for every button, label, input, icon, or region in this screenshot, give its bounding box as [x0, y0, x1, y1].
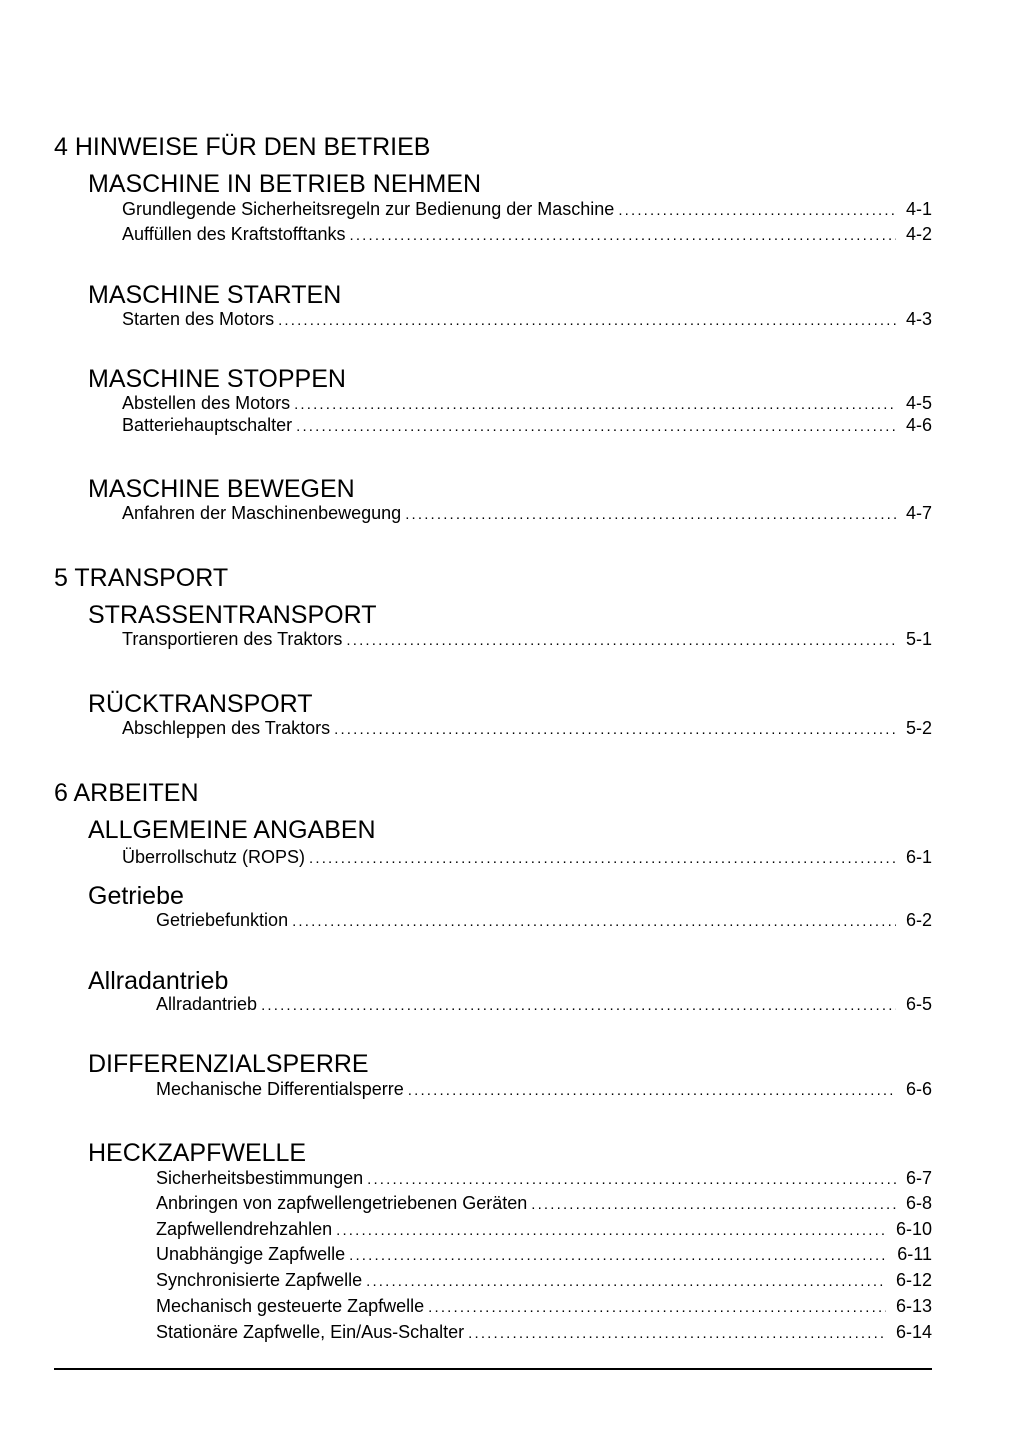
- toc-entry-text: Grundlegende Sicherheitsregeln zur Bedienung der Maschine: [122, 199, 615, 219]
- toc-entry-page: 5-1: [905, 629, 932, 649]
- chapter-5-title: 5 TRANSPORT: [54, 564, 229, 592]
- toc-entry-text: Mechanisch gesteuerte Zapfwelle: [156, 1296, 425, 1316]
- toc-entry-page: 6-6: [905, 1079, 932, 1099]
- section-maschine-in-betrieb-nehmen: MASCHINE IN BETRIEB NEHMEN: [88, 170, 482, 198]
- toc-entry[interactable]: [122, 502, 932, 526]
- toc-entry[interactable]: [156, 1295, 932, 1319]
- dot-leader: [531, 1194, 896, 1216]
- toc-entry[interactable]: [122, 392, 932, 416]
- section-allradantrieb: Allradantrieb: [88, 967, 229, 995]
- toc-entry[interactable]: [122, 308, 932, 332]
- dot-leader: [349, 1245, 887, 1267]
- toc-entry-page: 6-10: [895, 1219, 932, 1239]
- toc-entry[interactable]: [156, 1167, 932, 1191]
- dot-leader: [261, 995, 896, 1017]
- toc-entry[interactable]: [156, 909, 932, 933]
- toc-entry-text: Zapfwellendrehzahlen: [156, 1219, 333, 1239]
- toc-entry-page: 5-2: [905, 718, 932, 738]
- toc-entry[interactable]: [122, 223, 932, 247]
- toc-entry-text: Batteriehauptschalter: [122, 415, 293, 435]
- toc-entry-text: Getriebefunktion: [156, 910, 289, 930]
- toc-entry-page: 4-7: [905, 503, 932, 523]
- toc-entry-page: 6-1: [905, 847, 932, 867]
- toc-entry-text: Anbringen von zapfwellengetriebenen Geräten: [156, 1193, 528, 1213]
- toc-entry-page: 6-13: [895, 1296, 932, 1316]
- toc-entry-page: 6-12: [895, 1270, 932, 1290]
- dot-leader: [334, 719, 896, 741]
- section-ruecktransport: RÜCKTRANSPORT: [88, 690, 313, 718]
- toc-entry-page: 4-5: [905, 393, 932, 413]
- toc-entry-text: Starten des Motors: [122, 309, 275, 329]
- toc-entry-text: Sicherheitsbestimmungen: [156, 1168, 364, 1188]
- toc-entry[interactable]: [156, 1321, 932, 1345]
- dot-leader: [405, 504, 896, 526]
- dot-leader: [366, 1271, 886, 1293]
- dot-leader: [292, 911, 896, 933]
- toc-entry-text: Stationäre Zapfwelle, Ein/Aus-Schalter: [156, 1322, 465, 1342]
- section-maschine-stoppen: MASCHINE STOPPEN: [88, 365, 346, 393]
- dot-leader: [618, 200, 896, 222]
- toc-entry-text: Abschleppen des Traktors: [122, 718, 331, 738]
- toc-entry[interactable]: [156, 1243, 932, 1267]
- toc-entry-text: Transportieren des Traktors: [122, 629, 343, 649]
- chapter-6-title: 6 ARBEITEN: [54, 779, 199, 807]
- dot-leader: [309, 848, 896, 870]
- toc-entry-page: 4-1: [905, 199, 932, 219]
- section-maschine-bewegen: MASCHINE BEWEGEN: [88, 475, 355, 503]
- toc-entry-text: Synchronisierte Zapfwelle: [156, 1270, 363, 1290]
- toc-entry-page: 4-6: [905, 415, 932, 435]
- toc-entry-text: Abstellen des Motors: [122, 393, 291, 413]
- toc-entry-text: Überrollschutz (ROPS): [122, 847, 306, 867]
- toc-entry[interactable]: [156, 1269, 932, 1293]
- dot-leader: [346, 630, 896, 652]
- dot-leader: [294, 394, 896, 416]
- toc-entry[interactable]: [156, 1192, 932, 1216]
- section-heckzapfwelle: HECKZAPFWELLE: [88, 1139, 307, 1167]
- section-getriebe: Getriebe: [88, 882, 184, 910]
- toc-entry-page: 4-3: [905, 309, 932, 329]
- dot-leader: [367, 1169, 896, 1191]
- toc-entry[interactable]: [156, 1218, 932, 1242]
- toc-entry[interactable]: [156, 1078, 932, 1102]
- dot-leader: [428, 1297, 886, 1319]
- dot-leader: [408, 1080, 896, 1102]
- toc-entry-text: Allradantrieb: [156, 994, 258, 1014]
- toc-entry-page: 6-7: [905, 1168, 932, 1188]
- section-allgemeine-angaben: ALLGEMEINE ANGABEN: [88, 816, 376, 844]
- toc-entry-text: Mechanische Differentialsperre: [156, 1079, 404, 1099]
- toc-entry-page: 6-14: [895, 1322, 932, 1342]
- dot-leader: [278, 310, 896, 332]
- toc-entry[interactable]: [122, 628, 932, 652]
- toc-entry-page: 6-8: [905, 1193, 932, 1213]
- toc-entry-page: 6-11: [897, 1244, 932, 1264]
- toc-entry-page: 6-2: [905, 910, 932, 930]
- dot-leader: [349, 225, 896, 247]
- footer-rule: [54, 1368, 932, 1370]
- toc-entry[interactable]: [122, 717, 932, 741]
- toc-entry-text: Unabhängige Zapfwelle: [156, 1244, 346, 1264]
- section-maschine-starten: MASCHINE STARTEN: [88, 281, 342, 309]
- section-strassentransport: STRASSENTRANSPORT: [88, 601, 377, 629]
- toc-entry[interactable]: [122, 846, 932, 870]
- chapter-4-title: 4 HINWEISE FÜR DEN BETRIEB: [54, 133, 431, 161]
- toc-entry[interactable]: [122, 414, 932, 438]
- toc-entry-text: Auffüllen des Kraftstofftanks: [122, 224, 346, 244]
- toc-entry[interactable]: [122, 198, 932, 222]
- dot-leader: [296, 416, 896, 438]
- section-differenzialsperre: DIFFERENZIALSPERRE: [88, 1050, 369, 1078]
- dot-leader: [336, 1220, 886, 1242]
- toc-entry[interactable]: [156, 993, 932, 1017]
- toc-entry-page: 4-2: [905, 224, 932, 244]
- toc-entry-page: 6-5: [905, 994, 932, 1014]
- dot-leader: [468, 1323, 886, 1345]
- toc-entry-text: Anfahren der Maschinenbewegung: [122, 503, 402, 523]
